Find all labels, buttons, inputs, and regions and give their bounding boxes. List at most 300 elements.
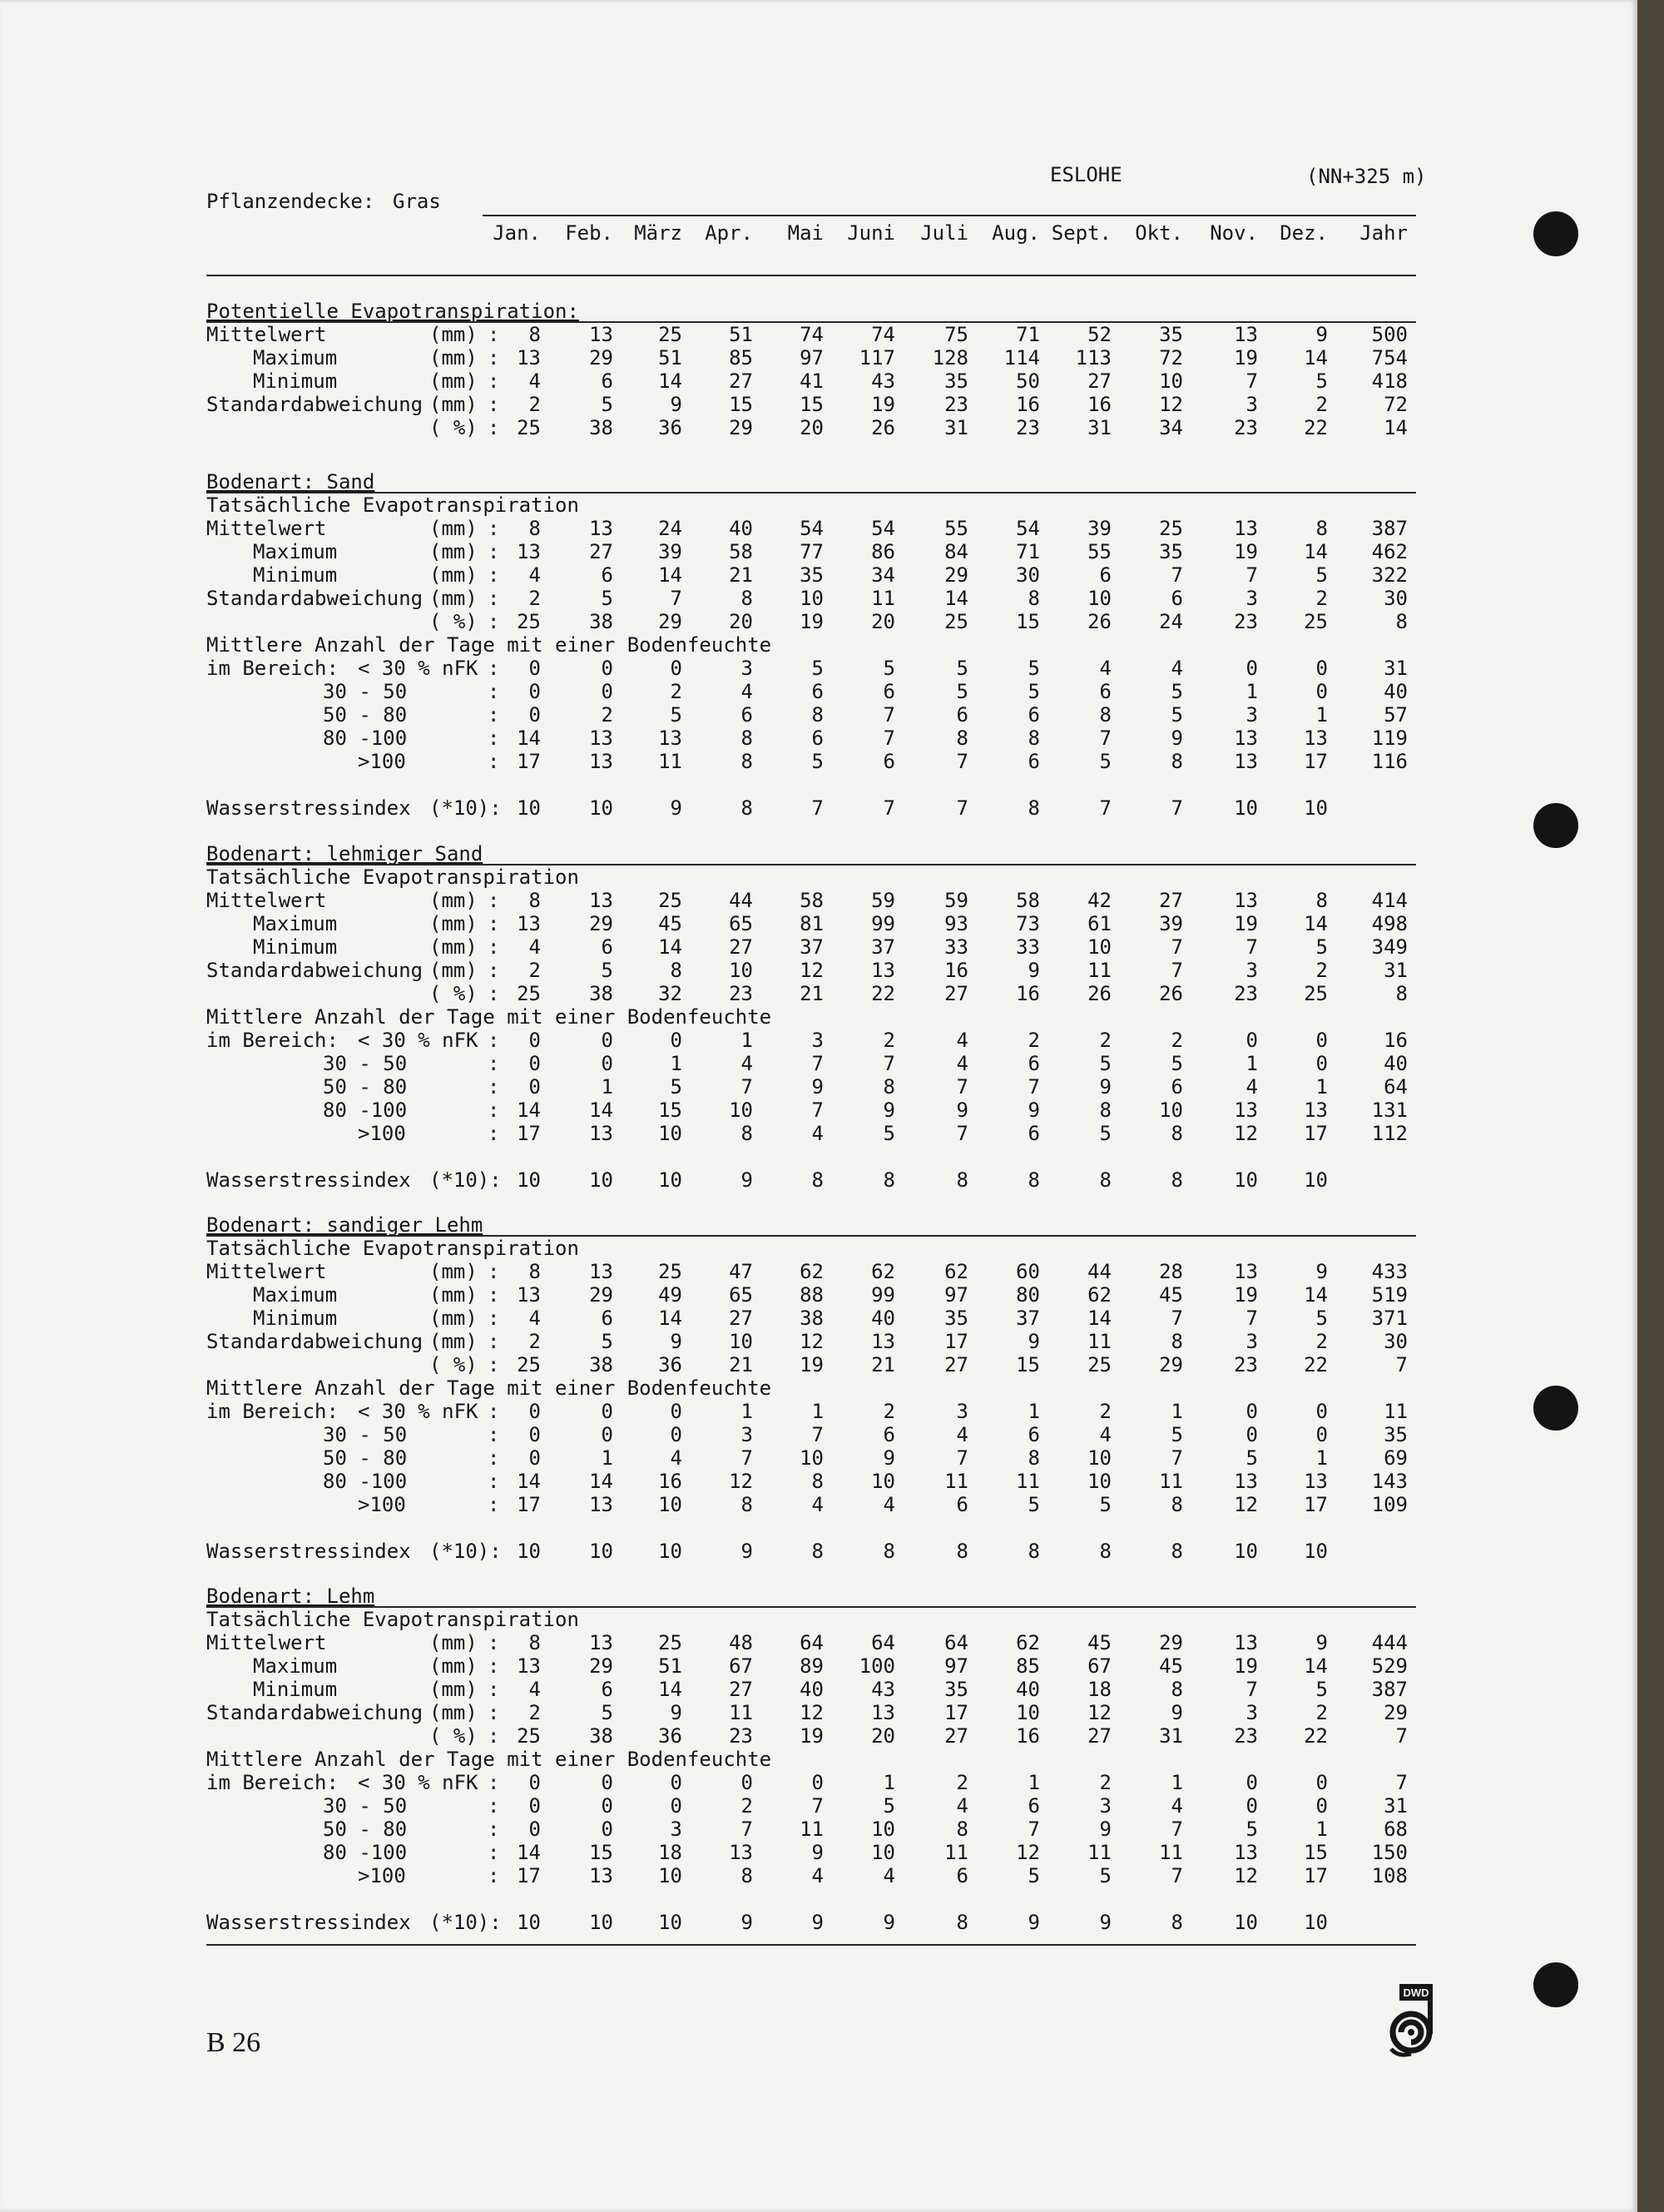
stat-label: Minimum (253, 563, 338, 587)
value-cell: 7 (1246, 935, 1258, 959)
value-cell: 14 (1384, 416, 1408, 439)
value-cell: 29 (1384, 1701, 1408, 1724)
section-subtitle: Tatsächliche Evapotranspiration (206, 865, 579, 889)
stat-label: Minimum (253, 935, 338, 959)
value-cell: 7 (1395, 1353, 1408, 1376)
wsi-label: Wasserstressindex (206, 1540, 411, 1563)
value-cell: 38 (589, 1353, 613, 1376)
value-cell: 349 (1371, 935, 1408, 959)
value-cell: 62 (1087, 1283, 1112, 1307)
value-cell: 6 (956, 1493, 968, 1516)
value-cell: 31 (944, 416, 968, 439)
value-cell: 143 (1371, 1470, 1408, 1493)
value-cell: 27 (1159, 889, 1183, 912)
value-cell: 55 (944, 517, 968, 540)
month-header-cell: Jan. (493, 221, 541, 245)
value-cell: 4 (956, 1423, 968, 1446)
value-cell: 71 (1016, 540, 1040, 563)
stat-unit: (mm) (429, 563, 478, 587)
separator: : (488, 680, 500, 703)
range-label: 30 - 50 (323, 1052, 408, 1075)
value-cell: 12 (1234, 1122, 1258, 1145)
value-cell: 0 (811, 1771, 824, 1794)
value-cell: 30 (1016, 563, 1040, 587)
value-cell: 9 (1099, 1911, 1112, 1934)
value-cell: 1 (811, 1400, 824, 1423)
water-stress-row (206, 1540, 1414, 1563)
separator: : (488, 1631, 500, 1654)
stat-row (206, 1283, 1414, 1307)
value-cell: 16 (658, 1470, 682, 1493)
value-cell: 322 (1371, 563, 1408, 587)
month-header-cell: Dez. (1280, 221, 1328, 245)
value-cell: 38 (589, 416, 613, 439)
value-cell: 100 (859, 1654, 895, 1678)
value-cell: 1 (1246, 1052, 1258, 1075)
range-prefix: im Bereich: (206, 1771, 339, 1794)
value-cell: 4 (811, 1493, 824, 1516)
value-cell: 85 (1016, 1654, 1040, 1678)
value-cell: 0 (670, 1400, 682, 1423)
value-cell: 10 (871, 1470, 895, 1493)
separator: : (488, 1260, 500, 1283)
value-cell: 2 (1315, 959, 1328, 982)
value-cell: 45 (1087, 1631, 1112, 1654)
separator: : (488, 1470, 500, 1493)
value-cell: 55 (1087, 540, 1112, 563)
value-cell: 0 (670, 1794, 682, 1818)
days-intro: Mittlere Anzahl der Tage mit einer Bodenfeuchte (206, 1005, 772, 1029)
value-cell: 9 (1171, 1701, 1183, 1724)
separator: : (488, 1400, 500, 1423)
value-cell: 67 (1087, 1654, 1112, 1678)
value-cell: 7 (956, 796, 968, 820)
value-cell: 58 (729, 540, 753, 563)
stat-label: Minimum (253, 1678, 338, 1701)
value-cell: 13 (589, 1493, 613, 1516)
value-cell: 2 (1028, 1029, 1040, 1052)
value-cell: 8 (956, 1911, 968, 1934)
section-title: Bodenart: Lehm (206, 1585, 375, 1608)
value-cell: 21 (729, 563, 753, 587)
value-cell: 2 (1099, 1029, 1112, 1052)
soil-moisture-row (206, 1400, 1414, 1423)
value-cell: 35 (1384, 1423, 1408, 1446)
value-cell: 0 (528, 680, 541, 703)
value-cell: 6 (1028, 1423, 1040, 1446)
value-cell: 119 (1371, 727, 1408, 750)
value-cell: 26 (1159, 982, 1183, 1005)
value-cell: 0 (1315, 1052, 1328, 1075)
value-cell: 26 (1087, 982, 1112, 1005)
value-cell: 27 (944, 1353, 968, 1376)
value-cell: 9 (811, 1911, 824, 1934)
value-cell: 23 (1234, 982, 1258, 1005)
value-cell: 7 (883, 796, 895, 820)
value-cell: 4 (883, 1493, 895, 1516)
value-cell: 8 (883, 1168, 895, 1192)
value-cell: 5 (1099, 750, 1112, 773)
soil-moisture-row (206, 1470, 1414, 1493)
value-cell: 12 (800, 1330, 824, 1353)
stat-unit: (mm) (429, 323, 478, 346)
value-cell: 5 (1315, 369, 1328, 393)
value-cell: 31 (1159, 1724, 1183, 1748)
value-cell: 13 (1234, 323, 1258, 346)
value-cell: 8 (1099, 1099, 1112, 1122)
value-cell: 14 (658, 1307, 682, 1330)
value-cell: 5 (601, 1330, 613, 1353)
value-cell: 54 (1016, 517, 1040, 540)
value-cell: 10 (589, 1911, 613, 1934)
section-title: Potentielle Evapotranspiration: (206, 300, 579, 323)
month-header-cell: Apr. (705, 221, 753, 245)
value-cell: 3 (1246, 959, 1258, 982)
value-cell: 5 (1171, 703, 1183, 727)
value-cell: 7 (956, 1446, 968, 1470)
soil-moisture-row (206, 680, 1414, 703)
value-cell: 5 (811, 657, 824, 680)
value-cell: 0 (528, 1400, 541, 1423)
value-cell: 10 (800, 587, 824, 610)
stat-unit: (mm) (429, 517, 478, 540)
value-cell: 13 (1234, 1841, 1258, 1864)
value-cell: 12 (800, 1701, 824, 1724)
value-cell: 64 (871, 1631, 895, 1654)
value-cell: 6 (601, 369, 613, 393)
value-cell: 33 (944, 935, 968, 959)
value-cell: 17 (1304, 1122, 1328, 1145)
stat-unit: (mm) (429, 1631, 478, 1654)
value-cell: 23 (1234, 1724, 1258, 1748)
stat-unit: (mm) (429, 346, 478, 369)
days-intro: Mittlere Anzahl der Tage mit einer Bodenfeuchte (206, 633, 772, 657)
value-cell: 5 (1171, 1423, 1183, 1446)
value-cell: 1 (1315, 1075, 1328, 1099)
value-cell: 10 (871, 1841, 895, 1864)
value-cell: 444 (1371, 1631, 1408, 1654)
value-cell: 10 (1304, 1540, 1328, 1563)
value-cell: 7 (811, 1423, 824, 1446)
value-cell: 34 (871, 563, 895, 587)
value-cell: 25 (517, 416, 541, 439)
value-cell: 11 (1087, 1841, 1112, 1864)
value-cell: 39 (658, 540, 682, 563)
value-cell: 6 (1171, 1075, 1183, 1099)
range-label: >100 (358, 1864, 406, 1887)
value-cell: 27 (729, 1307, 753, 1330)
value-cell: 4 (956, 1052, 968, 1075)
value-cell: 15 (729, 393, 753, 416)
value-cell: 29 (944, 563, 968, 587)
value-cell: 31 (1384, 1794, 1408, 1818)
value-cell: 0 (601, 657, 613, 680)
value-cell: 9 (670, 796, 682, 820)
value-cell: 0 (528, 1052, 541, 1075)
value-cell: 1 (601, 1075, 613, 1099)
value-cell: 25 (517, 610, 541, 633)
value-cell: 8 (1395, 610, 1408, 633)
value-cell: 14 (517, 1470, 541, 1493)
value-cell: 97 (944, 1654, 968, 1678)
stat-unit: (mm) (429, 540, 478, 563)
stat-label: Mittelwert (206, 1260, 327, 1283)
value-cell: 7 (1171, 796, 1183, 820)
stat-row (206, 959, 1414, 982)
value-cell: 16 (944, 959, 968, 982)
stat-unit: (mm) (429, 1283, 478, 1307)
value-cell: 13 (589, 750, 613, 773)
value-cell: 8 (1028, 796, 1040, 820)
value-cell: 13 (589, 1260, 613, 1283)
value-cell: 0 (528, 1029, 541, 1052)
value-cell: 0 (601, 1423, 613, 1446)
value-cell: 27 (589, 540, 613, 563)
value-cell: 25 (658, 1631, 682, 1654)
stat-label: Minimum (253, 1307, 338, 1330)
month-header-cell: Juni (847, 221, 895, 245)
value-cell: 10 (1087, 587, 1112, 610)
value-cell: 13 (517, 1654, 541, 1678)
stat-row (206, 323, 1414, 346)
value-cell: 7 (1028, 1818, 1040, 1841)
value-cell: 10 (729, 1099, 753, 1122)
value-cell: 10 (1087, 1446, 1112, 1470)
value-cell: 7 (956, 750, 968, 773)
month-header-cell: Jahr (1359, 221, 1408, 245)
value-cell: 25 (1304, 610, 1328, 633)
value-cell: 4 (1171, 1794, 1183, 1818)
value-cell: 40 (871, 1307, 895, 1330)
value-cell: 62 (871, 1260, 895, 1283)
value-cell: 84 (944, 540, 968, 563)
value-cell: 13 (589, 1122, 613, 1145)
value-cell: 2 (1171, 1029, 1183, 1052)
value-cell: 10 (517, 796, 541, 820)
value-cell: 35 (800, 563, 824, 587)
stat-row (206, 935, 1414, 959)
value-cell: 37 (1016, 1307, 1040, 1330)
value-cell: 9 (883, 1446, 895, 1470)
value-cell: 128 (932, 346, 968, 369)
value-cell: 13 (589, 517, 613, 540)
value-cell: 12 (800, 959, 824, 982)
value-cell: 64 (1384, 1075, 1408, 1099)
separator: : (488, 889, 500, 912)
value-cell: 93 (944, 912, 968, 935)
value-cell: 12 (1234, 1493, 1258, 1516)
value-cell: 27 (729, 369, 753, 393)
separator: : (488, 369, 500, 393)
value-cell: 13 (589, 1631, 613, 1654)
value-cell: 4 (1171, 657, 1183, 680)
stat-row (206, 563, 1414, 587)
range-label: 80 -100 (323, 727, 408, 750)
value-cell: 4 (1099, 1423, 1112, 1446)
value-cell: 7 (1395, 1771, 1408, 1794)
value-cell: 29 (658, 610, 682, 633)
separator: : (488, 1330, 500, 1353)
value-cell: 67 (729, 1654, 753, 1678)
separator: : (488, 959, 500, 982)
value-cell: 9 (1028, 959, 1040, 982)
value-cell: 15 (800, 393, 824, 416)
value-cell: 10 (1159, 369, 1183, 393)
value-cell: 29 (589, 346, 613, 369)
value-cell: 0 (1315, 1423, 1328, 1446)
page-number: B 26 (206, 2027, 261, 2058)
value-cell: 60 (1016, 1260, 1040, 1283)
value-cell: 2 (956, 1771, 968, 1794)
value-cell: 7 (883, 703, 895, 727)
value-cell: 8 (740, 727, 753, 750)
value-cell: 68 (1384, 1818, 1408, 1841)
value-cell: 9 (1028, 1911, 1040, 1934)
value-cell: 45 (1159, 1283, 1183, 1307)
stat-unit: ( %) (429, 982, 478, 1005)
value-cell: 36 (658, 1353, 682, 1376)
value-cell: 15 (1304, 1841, 1328, 1864)
value-cell: 0 (1315, 680, 1328, 703)
stat-unit: (mm) (429, 1654, 478, 1678)
value-cell: 99 (871, 912, 895, 935)
value-cell: 23 (1234, 1353, 1258, 1376)
range-label: 50 - 80 (323, 1818, 408, 1841)
value-cell: 10 (1087, 935, 1112, 959)
value-cell: 10 (658, 1493, 682, 1516)
value-cell: 2 (1315, 1701, 1328, 1724)
soil-moisture-row (206, 1029, 1414, 1052)
stat-row (206, 1701, 1414, 1724)
value-cell: 23 (944, 393, 968, 416)
stat-row (206, 889, 1414, 912)
value-cell: 4 (528, 563, 541, 587)
punch-hole (1533, 211, 1578, 256)
value-cell: 5 (1099, 1493, 1112, 1516)
value-cell: 4 (528, 369, 541, 393)
value-cell: 19 (871, 393, 895, 416)
value-cell: 39 (1087, 517, 1112, 540)
value-cell: 8 (883, 1075, 895, 1099)
header-rule (206, 275, 1416, 276)
value-cell: 0 (601, 1029, 613, 1052)
value-cell: 19 (800, 1724, 824, 1748)
value-cell: 29 (589, 912, 613, 935)
range-label: < 30 % nFK (358, 1029, 478, 1052)
value-cell: 5 (883, 657, 895, 680)
soil-moisture-row (206, 1493, 1414, 1516)
range-label: 50 - 80 (323, 1075, 408, 1099)
value-cell: 13 (1234, 727, 1258, 750)
stat-row (206, 610, 1414, 633)
value-cell: 6 (601, 935, 613, 959)
separator: : (488, 323, 500, 346)
value-cell: 0 (601, 680, 613, 703)
value-cell: 5 (811, 750, 824, 773)
value-cell: 1 (1315, 1818, 1328, 1841)
value-cell: 8 (956, 727, 968, 750)
stat-unit: (mm) (429, 393, 478, 416)
value-cell: 9 (1315, 1631, 1328, 1654)
value-cell: 0 (1246, 1794, 1258, 1818)
value-cell: 519 (1371, 1283, 1408, 1307)
value-cell: 8 (1028, 1168, 1040, 1192)
value-cell: 13 (871, 1330, 895, 1353)
value-cell: 4 (528, 1678, 541, 1701)
section-title: Bodenart: sandiger Lehm (206, 1213, 483, 1237)
value-cell: 19 (1234, 1654, 1258, 1678)
value-cell: 13 (517, 346, 541, 369)
value-cell: 58 (800, 889, 824, 912)
value-cell: 10 (589, 1540, 613, 1563)
value-cell: 13 (589, 727, 613, 750)
value-cell: 4 (740, 680, 753, 703)
value-cell: 9 (956, 1099, 968, 1122)
separator: : (488, 1423, 500, 1446)
value-cell: 13 (1234, 1631, 1258, 1654)
value-cell: 9 (740, 1911, 753, 1934)
value-cell: 3 (740, 657, 753, 680)
separator: : (488, 1122, 500, 1145)
value-cell: 5 (956, 657, 968, 680)
value-cell: 9 (740, 1540, 753, 1563)
value-cell: 22 (1304, 416, 1328, 439)
water-stress-row (206, 796, 1414, 820)
value-cell: 37 (871, 935, 895, 959)
separator: : (488, 393, 500, 416)
value-cell: 6 (1028, 750, 1040, 773)
stat-row (206, 1631, 1414, 1654)
value-cell: 38 (589, 610, 613, 633)
value-cell: 25 (517, 1353, 541, 1376)
value-cell: 8 (670, 959, 682, 982)
value-cell: 28 (1159, 1260, 1183, 1283)
value-cell: 6 (811, 727, 824, 750)
value-cell: 5 (1315, 563, 1328, 587)
value-cell: 1 (1028, 1771, 1040, 1794)
value-cell: 754 (1371, 346, 1408, 369)
value-cell: 10 (1304, 1168, 1328, 1192)
value-cell: 15 (658, 1099, 682, 1122)
soil-moisture-row (206, 1446, 1414, 1470)
value-cell: 5 (1028, 657, 1040, 680)
section-title: Bodenart: Sand (206, 470, 375, 493)
value-cell: 11 (944, 1470, 968, 1493)
value-cell: 0 (1246, 1771, 1258, 1794)
soil-moisture-row (206, 1423, 1414, 1446)
value-cell: 5 (1099, 1864, 1112, 1887)
value-cell: 8 (811, 1168, 824, 1192)
svg-text:DWD: DWD (1403, 1986, 1429, 1999)
value-cell: 44 (1087, 1260, 1112, 1283)
value-cell: 22 (1304, 1353, 1328, 1376)
value-cell: 8 (1315, 517, 1328, 540)
section-subtitle: Tatsächliche Evapotranspiration (206, 493, 579, 517)
range-prefix: im Bereich: (206, 657, 339, 680)
value-cell: 35 (1159, 540, 1183, 563)
value-cell: 1 (740, 1400, 753, 1423)
value-cell: 26 (1087, 610, 1112, 633)
month-header-cell: Mai (787, 221, 824, 245)
value-cell: 108 (1371, 1864, 1408, 1887)
value-cell: 11 (1087, 959, 1112, 982)
stat-label: Standardabweichung (206, 1701, 423, 1724)
value-cell: 20 (800, 416, 824, 439)
separator: : (488, 416, 500, 439)
soil-moisture-row (206, 1771, 1414, 1794)
value-cell: 13 (589, 1864, 613, 1887)
value-cell: 5 (1028, 1493, 1040, 1516)
